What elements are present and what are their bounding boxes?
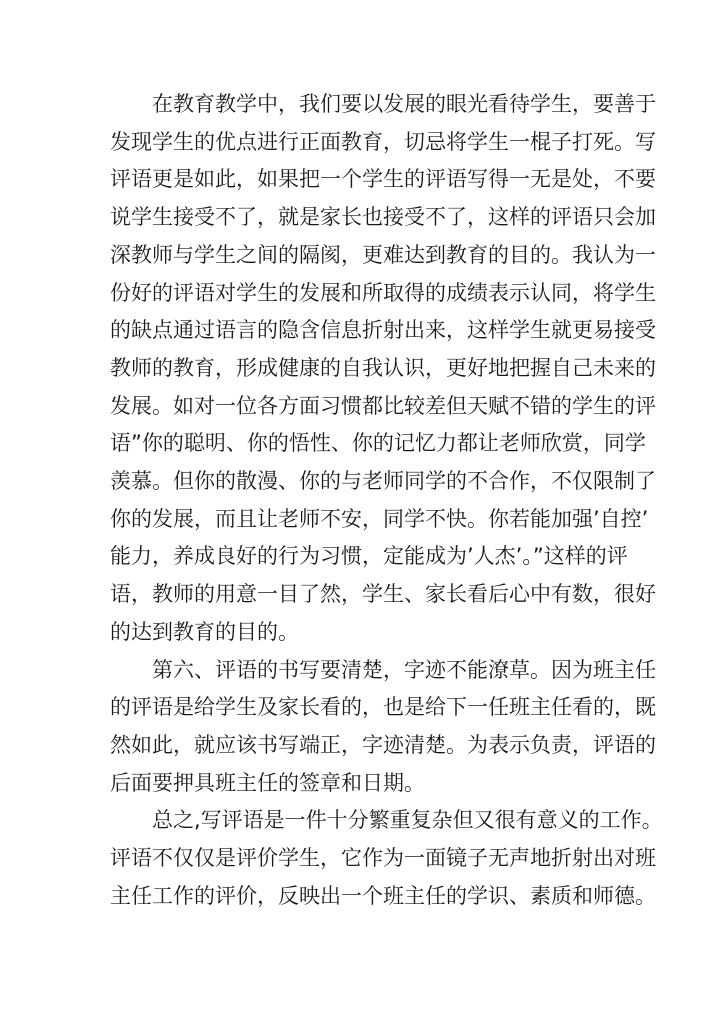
text-line: 评语更是如此，如果把一个学生的评语写得一无是处，不要: [110, 167, 656, 192]
text-line: 说学生接受不了，就是家长也接受不了，这样的评语只会加: [110, 205, 656, 230]
text-line: 发展。如对一位各方面习惯都比较差但天赋不错的学生的评: [110, 393, 656, 418]
text-line: 能力，养成良好的行为习惯，定能成为’人杰’。”这样的评: [110, 544, 628, 569]
text-line: 的缺点通过语言的隐含信息折射出来，这样学生就更易接受: [110, 318, 656, 343]
paragraph: [110, 802, 663, 915]
paragraph: [110, 86, 656, 652]
text-line: 在教育教学中，我们要以发展的眼光看待学生，要善于: [152, 92, 656, 116]
text-line: 评语不仅仅是评价学生，它作为一面镜子无声地折射出对班: [110, 846, 656, 871]
text-line: 第六、评语的书写要清楚，字迹不能潦草。因为班主任: [152, 657, 656, 682]
text-line: 你的发展，而且让老师不安，同学不快。你若能加强’自控’: [110, 506, 649, 531]
text-line: 份好的评语对学生的发展和所取得的成绩表示认同，将学生: [110, 280, 656, 305]
text-line: 的达到教育的目的。: [110, 619, 299, 644]
paragraph: [110, 652, 656, 803]
text-line: 羡慕。但你的散漫、你的与老师同学的不合作，不仅限制了: [110, 469, 656, 494]
document-body: [110, 86, 663, 915]
text-line: 然如此，就应该书写端正，字迹清楚。为表示负责，评语的: [110, 732, 656, 757]
text-line: 后面要押具班主任的签章和日期。: [110, 770, 425, 795]
text-line: 的评语是给学生及家长看的，也是给下一任班主任看的，既: [110, 695, 656, 720]
text-line: 教师的教育，形成健康的自我认识，更好地把握自己未来的: [110, 355, 656, 380]
text-line: 语”你的聪明、你的悟性、你的记忆力都让老师欣赏，同学: [110, 431, 646, 456]
text-line: 总之,写评语是一件十分繁重复杂但又很有意义的工作。: [152, 808, 663, 833]
text-line: 主任工作的评价，反映出一个班主任的学识、素质和师德。: [110, 883, 656, 908]
text-line: 深教师与学生之间的隔阂，更难达到教育的目的。我认为一: [110, 242, 656, 267]
text-line: 语，教师的用意一目了然，学生、家长看后心中有数，很好: [110, 582, 656, 607]
text-line: 发现学生的优点进行正面教育，切忌将学生一棍子打死。写: [110, 129, 656, 154]
